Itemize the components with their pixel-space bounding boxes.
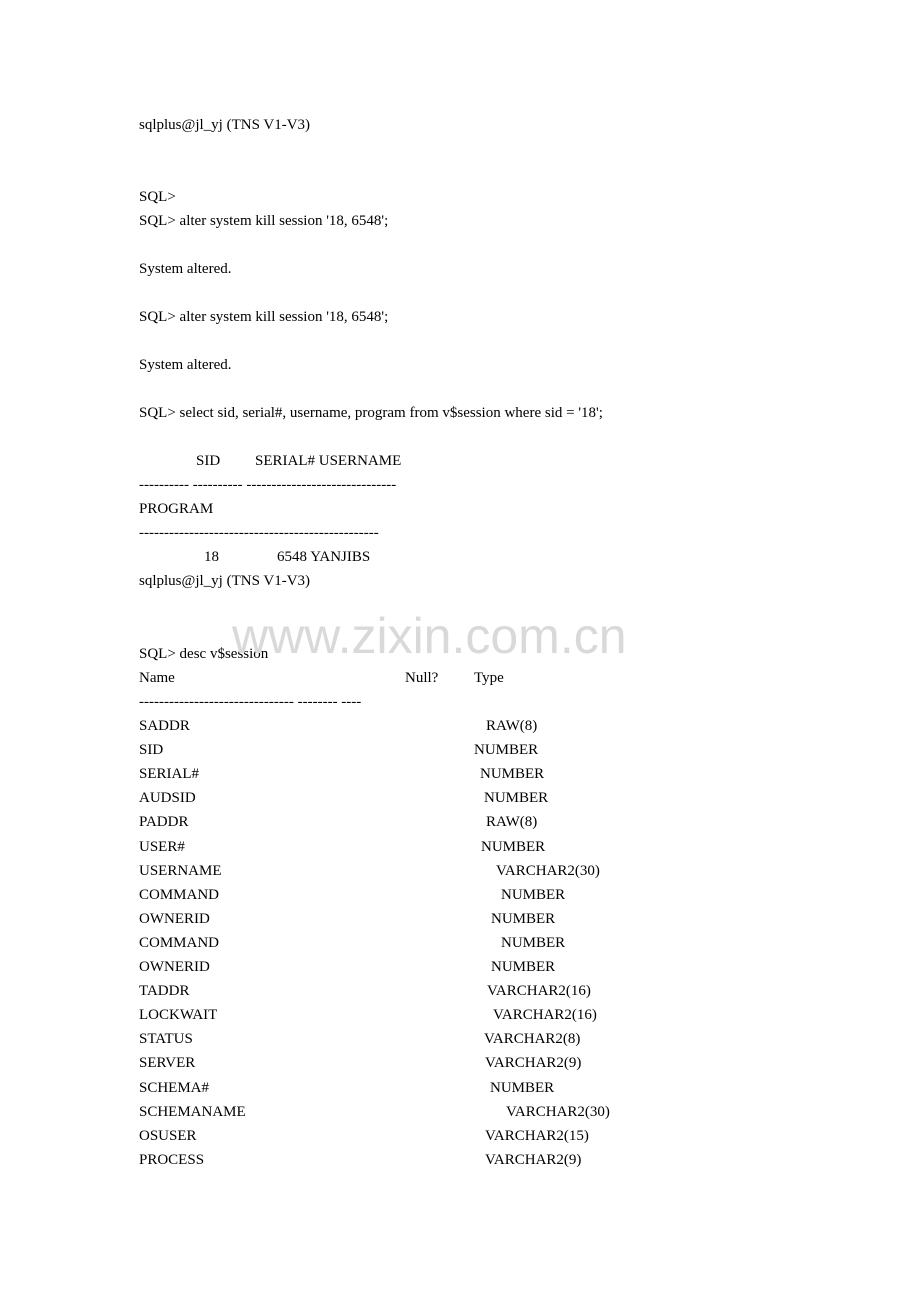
desc-row-type: NUMBER xyxy=(501,934,566,951)
desc-row-type: VARCHAR2(9) xyxy=(485,1055,582,1072)
desc-row-type: VARCHAR2(30) xyxy=(496,862,600,879)
desc-row-name: COMMAND xyxy=(139,886,220,903)
desc-row-name: TADDR xyxy=(139,983,190,1000)
desc-row-type: NUMBER xyxy=(484,790,549,807)
desc-row-type: RAW(8) xyxy=(486,718,538,734)
desc-row-type: NUMBER xyxy=(481,838,546,855)
desc-row-type: NUMBER xyxy=(491,910,556,927)
desc-row-type: VARCHAR2(16) xyxy=(493,1007,597,1024)
desc-row-name: PROCESS xyxy=(139,1151,205,1168)
system-altered-message: System altered. xyxy=(139,357,232,373)
desc-row-name: SID xyxy=(139,742,164,759)
result-header-serial-username: SERIAL# USERNAME xyxy=(255,453,402,469)
desc-row-name: USERNAME xyxy=(139,862,222,879)
result-value-serial-username: 6548 YANJIBS xyxy=(277,549,371,565)
desc-row-name: COMMAND xyxy=(139,934,220,951)
kill-session-command: SQL> alter system kill session '18, 6548'; xyxy=(139,213,389,229)
desc-header-name: Name xyxy=(139,670,175,686)
sql-prompt: SQL> xyxy=(139,189,176,205)
desc-row-name: SADDR xyxy=(139,718,190,734)
result-header-program: PROGRAM xyxy=(139,501,214,517)
connection-line: sqlplus@jl_yj (TNS V1-V3) xyxy=(139,117,311,133)
desc-row-type: VARCHAR2(15) xyxy=(485,1127,589,1144)
desc-row-type: NUMBER xyxy=(474,742,539,759)
result-header-sid: SID xyxy=(196,453,221,469)
desc-row-name: AUDSID xyxy=(139,790,196,807)
desc-row-name: OSUSER xyxy=(139,1127,197,1144)
desc-row-name: SCHEMANAME xyxy=(139,1103,246,1120)
desc-row-type: RAW(8) xyxy=(486,814,538,831)
desc-row-name: SCHEMA# xyxy=(139,1079,210,1096)
desc-row-name: PADDR xyxy=(139,814,189,831)
desc-separator: ------------------------------- -------- ---- xyxy=(139,694,362,710)
result-value-program: sqlplus@jl_yj (TNS V1-V3) xyxy=(139,573,311,589)
desc-header-null: Null? xyxy=(405,670,439,686)
desc-row-type: NUMBER xyxy=(490,1079,555,1096)
desc-row-name: LOCKWAIT xyxy=(139,1007,218,1024)
desc-row-type: VARCHAR2(16) xyxy=(487,983,591,1000)
desc-row-type: NUMBER xyxy=(501,886,566,903)
desc-row-type: NUMBER xyxy=(480,766,545,783)
desc-header-type: Type xyxy=(474,670,504,686)
system-altered-message: System altered. xyxy=(139,261,232,277)
desc-row-type: VARCHAR2(8) xyxy=(484,1031,581,1048)
desc-row-name: USER# xyxy=(139,838,185,855)
result-value-sid: 18 xyxy=(204,549,219,565)
desc-row-type: VARCHAR2(30) xyxy=(506,1103,610,1120)
desc-row-type: VARCHAR2(9) xyxy=(485,1151,582,1168)
desc-row-type: NUMBER xyxy=(491,959,556,975)
desc-row-name: OWNERID xyxy=(139,910,210,927)
desc-row-name: STATUS xyxy=(139,1031,193,1048)
desc-command: SQL> desc v$session xyxy=(139,646,269,662)
select-session-command: SQL> select sid, serial#, username, program from v$session where sid = '18'; xyxy=(139,405,603,421)
desc-row-name: SERIAL# xyxy=(139,766,199,783)
result-separator: ---------- ---------- ------------------------------ xyxy=(139,477,397,493)
watermark-text: www.zixin.com.cn xyxy=(232,608,627,664)
result-separator: ------------------------------------------------ xyxy=(139,525,379,541)
kill-session-command: SQL> alter system kill session '18, 6548'; xyxy=(139,309,389,325)
desc-row-name: SERVER xyxy=(139,1055,196,1072)
desc-row-name: OWNERID xyxy=(139,959,210,975)
